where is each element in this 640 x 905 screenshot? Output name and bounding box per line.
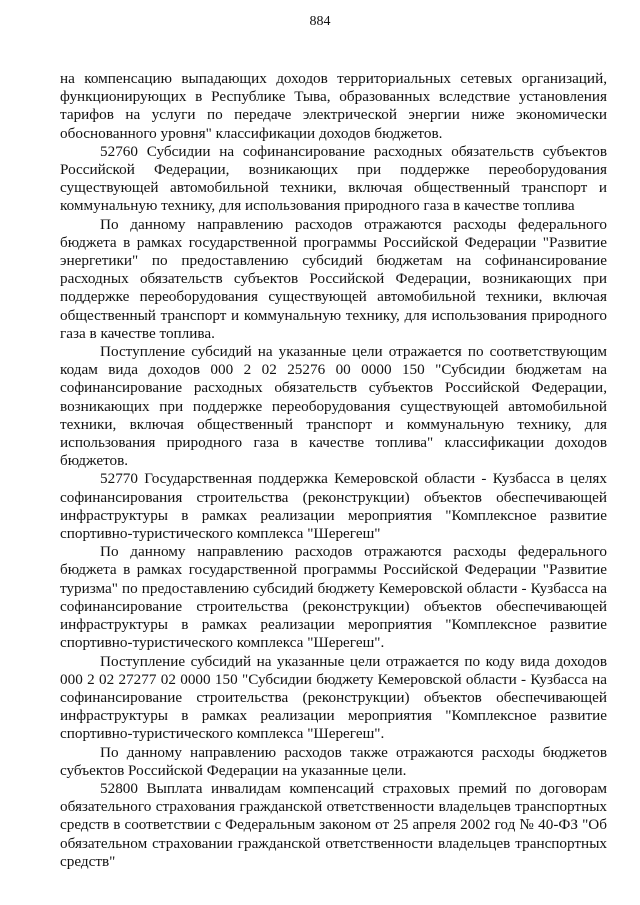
paragraph-continuation: на компенсацию выпадающих доходов территориальных сетевых организаций, функционирующих в Республике Тыва, образованных вследствие установления тарифов на услуги по передаче электрической энергии ниже экономически обоснованного уровня" классификации доходов бюджетов.	[60, 70, 607, 142]
paragraph-52760-expenses: По данному направлению расходов отражаются расходы федерального бюджета в рамках государственной программы Российской Федерации "Развитие энергетики" по предоставлению субсидий бюджетам на софинансирование расходных обязательств субъектов Российской Федерации, возникающих при поддержке переоборудования существующей автомобильной техники, включая общественный транспорт и коммунальную технику, для использования природного газа в качестве топлива.	[60, 215, 607, 342]
paragraph-52770-revenue: Поступление субсидий на указанные цели отражается по коду вида доходов 000 2 02 27277 02 0000 150 "Субсидии бюджету Кемеровской области - Кузбасса на софинансирование строительства (реконструкции) объектов обеспечивающей инфраструктуры в рамках реализации мероприятия "Комплексное развитие спортивно-туристического комплекса "Шерегеш".	[60, 652, 607, 743]
document-body	[60, 70, 607, 871]
paragraph-52770-heading: 52770 Государственная поддержка Кемеровской области - Кузбасса в целях софинансирования строительства (реконструкции) объектов обеспечивающей инфраструктуры в рамках реализации мероприятия "Комплексное развитие спортивно-туристического комплекса "Шерегеш"	[60, 470, 607, 543]
paragraph-52800-heading: 52800 Выплата инвалидам компенсаций страховых премий по договорам обязательного страхования гражданской ответственности владельцев транспортных средств в соответствии с Федеральным законом от 25 апреля 2002 год № 40-ФЗ "Об обязательном страховании гражданской ответственности владельцев транспортных средств"	[60, 779, 607, 870]
paragraph-52770-expenses: По данному направлению расходов отражаются расходы федерального бюджета в рамках государственной программы Российской Федерации "Развитие туризма" по предоставлению субсидий бюджету Кемеровской области - Кузбасса на софинансирование строительства (реконструкции) объектов обеспечивающей инфраструктуры в рамках реализации мероприятия "Комплексное развитие спортивно-туристического комплекса "Шерегеш".	[60, 543, 607, 652]
paragraph-52760-heading: 52760 Субсидии на софинансирование расходных обязательств субъектов Российской Федерации, возникающих при поддержке переоборудования существующей автомобильной техники, включая общественный транспорт и коммунальную технику, для использования природного газа в качестве топлива	[60, 142, 607, 215]
page-number: 884	[309, 14, 331, 29]
paragraph-52770-regional: По данному направлению расходов также отражаются расходы бюджетов субъектов Российской Федерации на указанные цели.	[60, 743, 607, 779]
paragraph-52760-revenue: Поступление субсидий на указанные цели отражается по соответствующим кодам вида доходов 000 2 02 25276 00 0000 150 "Субсидии бюджетам на софинансирование расходных обязательств субъектов Российской Федерации, возникающих при поддержке переоборудования существующей автомобильной техники, включая общественный транспорт и коммунальную технику, для использования природного газа в качестве топлива" классификации доходов бюджетов.	[60, 343, 607, 470]
